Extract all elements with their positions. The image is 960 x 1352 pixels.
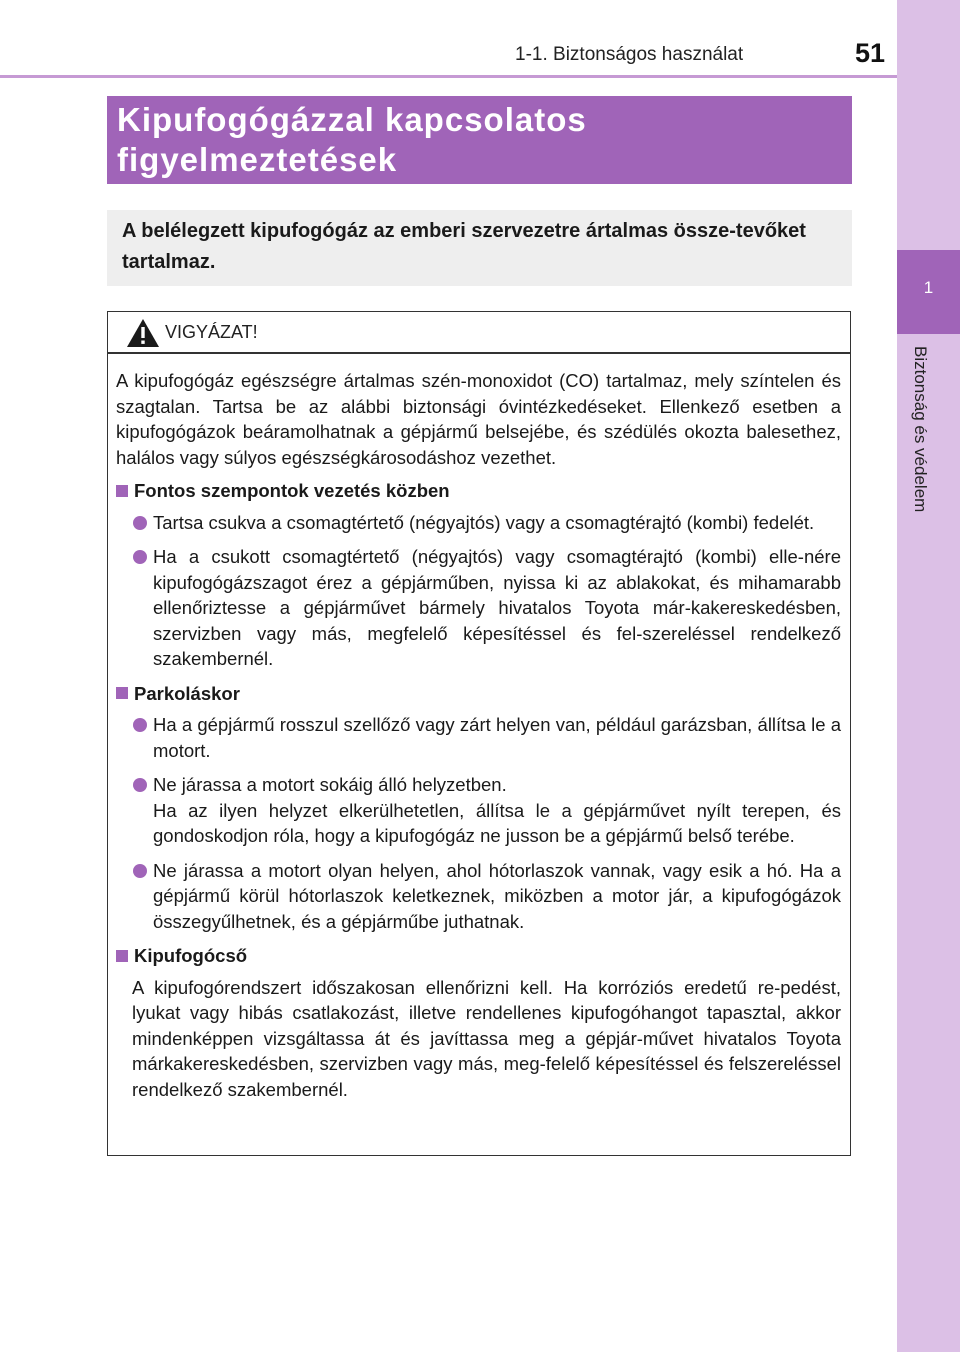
side-tab-chapter-label: Biztonság és védelem (911, 346, 930, 513)
list-item: Ne járassa a motort sokáig álló helyzetben. Ha az ilyen helyzet elkerülhetetlen, állítsa le a gépjárművet nyílt terepen, és gondoskodjon róla, hogy a kipufogógáz ne jusson be a gépjármű belső terébe. (116, 772, 841, 849)
warning-intro-paragraph: A kipufogógáz egészségre ártalmas szén-monoxidot (CO) tartalmaz, mely színtelen és szagtalan. Tartsa be az alábbi biztonsági óvintézkedéseket. Ellenkező esetben a kipufogógázok beáramolhatnak a gépjármű belsejébe, és szédülés okozta balesethez, halálos vagy súlyos egészségkárosodáshoz vezethet. (116, 370, 841, 468)
header-divider (0, 75, 897, 78)
side-tab-strip (897, 0, 960, 1352)
warning-content (116, 368, 841, 1102)
warning-triangle-icon (126, 318, 160, 348)
list-item-continuation: Ha az ilyen helyzet elkerülhetetlen, állítsa le a gépjárművet nyílt terepen, és gondoskodjon róla, hogy a kipufogógáz ne jusson be a gépjármű belső terébe. (153, 799, 841, 846)
section-heading-exhaust-pipe: Kipufogócső (116, 943, 841, 969)
warning-header-divider (107, 352, 851, 354)
page-title-line-2: figyelmeztetések (117, 141, 398, 178)
circle-bullet-icon (133, 864, 147, 878)
page-title (117, 100, 817, 180)
list-item: Ha a gépjármű rosszul szellőző vagy zárt helyen van, például garázsban, állítsa le a motort. (116, 712, 841, 763)
header-section-title: 1-1. Biztonságos használat (515, 44, 744, 65)
section-heading-driving: Fontos szempontok vezetés közben (116, 478, 841, 504)
section-heading-parking: Parkoláskor (116, 681, 841, 707)
circle-bullet-icon (133, 718, 147, 732)
page-title-line-1: Kipufogógázzal kapcsolatos (117, 101, 587, 138)
warning-title: VIGYÁZAT! (165, 322, 258, 342)
side-tab-chapter-number: 1 (923, 278, 934, 297)
circle-bullet-icon (133, 516, 147, 530)
square-bullet-icon (116, 485, 128, 497)
square-bullet-icon (116, 687, 128, 699)
circle-bullet-icon (133, 550, 147, 564)
circle-bullet-icon (133, 778, 147, 792)
list-item: Ha a csukott csomagtértető (négyajtós) vagy csomagtérajtó (kombi) elle-nére kipufogógázszagot érez a gépjárműben, nyissa ki az ablakokat, és mihamarabb ellenőriztesse a gépjárművet bármely hivatalos Toyota már-kakereskedésben, szervizben vagy más, megfelelő képesítéssel és fel-szereléssel rendelkező szakembernél. (116, 544, 841, 672)
list-item: Tartsa csukva a csomagtértető (négyajtós) vagy a csomagtérajtó (kombi) fedelét. (116, 510, 841, 536)
page-number: 51 (855, 38, 886, 68)
square-bullet-icon (116, 950, 128, 962)
exhaust-pipe-paragraph: A kipufogórendszert időszakosan ellenőrizni kell. Ha korróziós eredetű re-pedést, lyukat vagy hibás csatlakozást, illetve rendellenes kipufogóhangot tapasztal, akkor mindenképpen vizsgáltassa át és javíttassa meg a gépjár-művet hivatalos Toyota márkakereskedésben, szervizben vagy más, meg-felelő képesítéssel és felszereléssel rendelkező szakembernél. (132, 976, 841, 1100)
list-item: Ne járassa a motort olyan helyen, ahol hótorlaszok vannak, vagy esik a hó. Ha a gépjármű körül hótorlaszok keletkeznek, miközben a motor jár, a kipufogógázok összegyűlhetnek, és a gépjárműbe juthatnak. (116, 858, 841, 935)
intro-text: A belélegzett kipufogógáz az emberi szervezetre ártalmas össze-tevőket tartalmaz. (122, 220, 806, 273)
